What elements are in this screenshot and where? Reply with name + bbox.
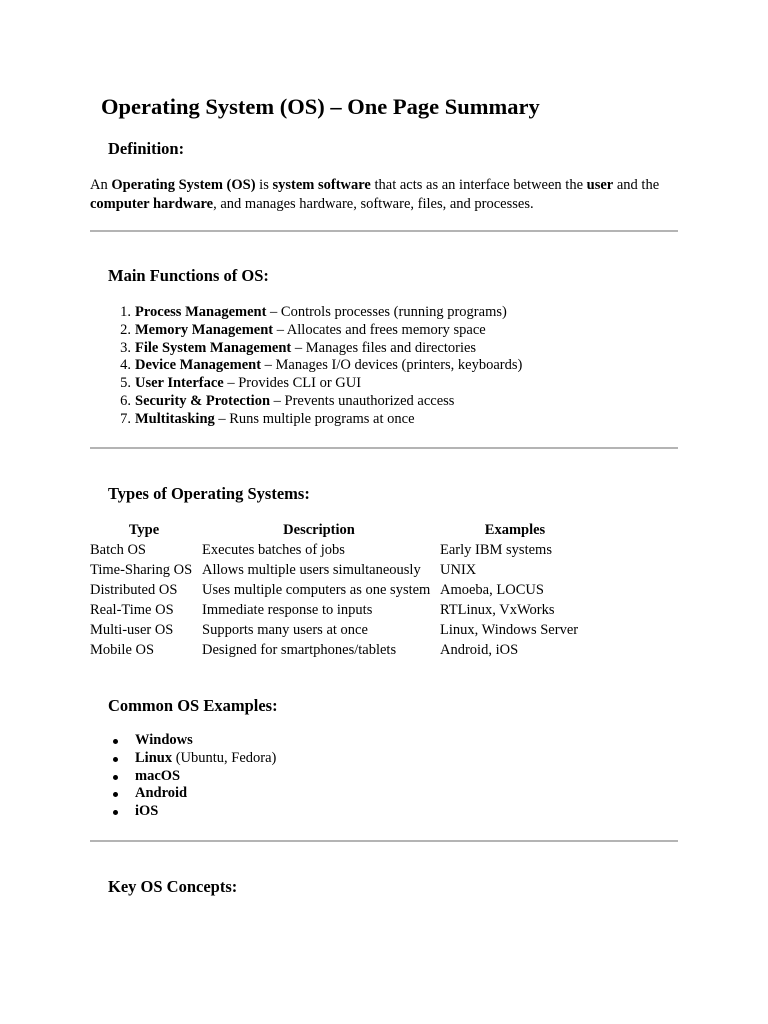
description-cell: Uses multiple computers as one system <box>202 582 431 598</box>
bullet-icon <box>113 775 118 780</box>
function-description: – Prevents unauthorized access <box>270 392 455 409</box>
divider <box>90 447 678 449</box>
type-cell: Real-Time OS <box>90 602 174 618</box>
list-number: 6. <box>120 392 131 409</box>
bold-term: system software <box>272 177 371 193</box>
function-description: – Controls processes (running programs) <box>266 304 507 320</box>
definition-heading: Definition: <box>108 139 185 158</box>
description-cell: Executes batches of jobs <box>202 542 345 558</box>
description-cell: Immediate response to inputs <box>202 602 373 618</box>
list-item <box>90 393 522 411</box>
table-row <box>88 540 592 560</box>
concepts-heading: Key OS Concepts: <box>108 877 238 896</box>
list-item <box>90 304 522 322</box>
type-cell: Mobile OS <box>90 642 155 658</box>
type-cell: Time-Sharing OS <box>90 562 193 578</box>
table-row <box>88 560 592 580</box>
bullet-icon <box>113 792 118 797</box>
examples-cell: RTLinux, VxWorks <box>440 602 555 618</box>
table-row <box>88 600 592 620</box>
types-heading: Types of Operating Systems: <box>108 484 310 503</box>
type-cell: Distributed OS <box>90 582 178 598</box>
list-item <box>90 768 276 786</box>
types-table <box>88 520 592 660</box>
functions-heading: Main Functions of OS: <box>108 266 269 285</box>
function-description: – Provides CLI or GUI <box>223 375 362 392</box>
table-row <box>88 640 592 660</box>
bullet-icon <box>113 757 118 762</box>
list-item <box>90 357 522 375</box>
function-description: – Manages files and directories <box>291 339 477 356</box>
description-cell: Designed for smartphones/tablets <box>202 642 397 658</box>
examples-cell: Early IBM systems <box>440 542 552 558</box>
column-header-examples: Examples <box>484 522 546 538</box>
list-item <box>90 732 276 750</box>
text-run: is <box>255 177 273 193</box>
description-cell: Supports many users at once <box>202 622 368 638</box>
description-cell: Allows multiple users simultaneously <box>202 562 421 578</box>
text-run: An <box>90 177 112 193</box>
os-name: Android <box>135 785 188 802</box>
list-item <box>90 411 522 429</box>
function-term: File System Management <box>135 339 292 356</box>
list-number: 7. <box>120 410 131 427</box>
text-run: , and manages hardware, software, files, and processes. <box>213 196 534 212</box>
list-number: 4. <box>120 357 131 374</box>
column-header-description: Description <box>283 522 355 538</box>
table-row <box>88 620 592 640</box>
list-item <box>90 375 522 393</box>
divider <box>90 840 678 842</box>
os-name: Windows <box>135 732 193 748</box>
function-description: – Runs multiple programs at once <box>214 410 415 427</box>
list-item <box>90 803 276 821</box>
function-term: Multitasking <box>135 410 215 427</box>
bold-term: computer hardware <box>90 196 214 212</box>
bold-term: Operating System (OS) <box>111 177 256 193</box>
list-number: 3. <box>120 339 131 356</box>
table-header-row <box>88 520 592 540</box>
bullet-icon <box>113 739 118 744</box>
list-number: 5. <box>120 375 131 392</box>
bullet-icon <box>113 810 118 815</box>
list-item <box>90 340 522 358</box>
type-cell: Batch OS <box>90 542 146 558</box>
function-description: – Manages I/O devices (printers, keyboards) <box>261 357 523 374</box>
os-name: macOS <box>135 767 181 784</box>
function-term: Security & Protection <box>135 392 271 409</box>
page-title: Operating System (OS) – One Page Summary <box>101 94 540 119</box>
os-name: Linux <box>135 749 173 766</box>
examples-cell: UNIX <box>440 562 477 578</box>
function-term: Memory Management <box>135 321 274 338</box>
bold-term: user <box>586 177 614 193</box>
function-term: Process Management <box>135 304 267 320</box>
examples-cell: Amoeba, LOCUS <box>440 582 544 598</box>
text-run: and the <box>613 177 660 193</box>
list-item <box>90 322 522 340</box>
os-name: iOS <box>135 803 159 820</box>
text-run: that acts as an interface between the <box>370 177 587 193</box>
divider <box>90 230 678 232</box>
function-term: User Interface <box>135 375 224 392</box>
column-header-type: Type <box>128 522 160 538</box>
examples-heading: Common OS Examples: <box>108 696 278 715</box>
examples-cell: Linux, Windows Server <box>440 622 579 638</box>
definition-paragraph <box>90 176 680 214</box>
table-row <box>88 580 592 600</box>
function-description: – Allocates and frees memory space <box>273 321 486 338</box>
os-note: (Ubuntu, Fedora) <box>172 749 277 766</box>
list-number: 1. <box>120 304 131 320</box>
functions-list <box>90 304 522 429</box>
list-item <box>90 750 276 768</box>
function-term: Device Management <box>135 357 262 374</box>
list-item <box>90 785 276 803</box>
examples-list <box>90 732 276 821</box>
type-cell: Multi-user OS <box>90 622 174 638</box>
examples-cell: Android, iOS <box>440 642 519 658</box>
list-number: 2. <box>120 321 131 338</box>
